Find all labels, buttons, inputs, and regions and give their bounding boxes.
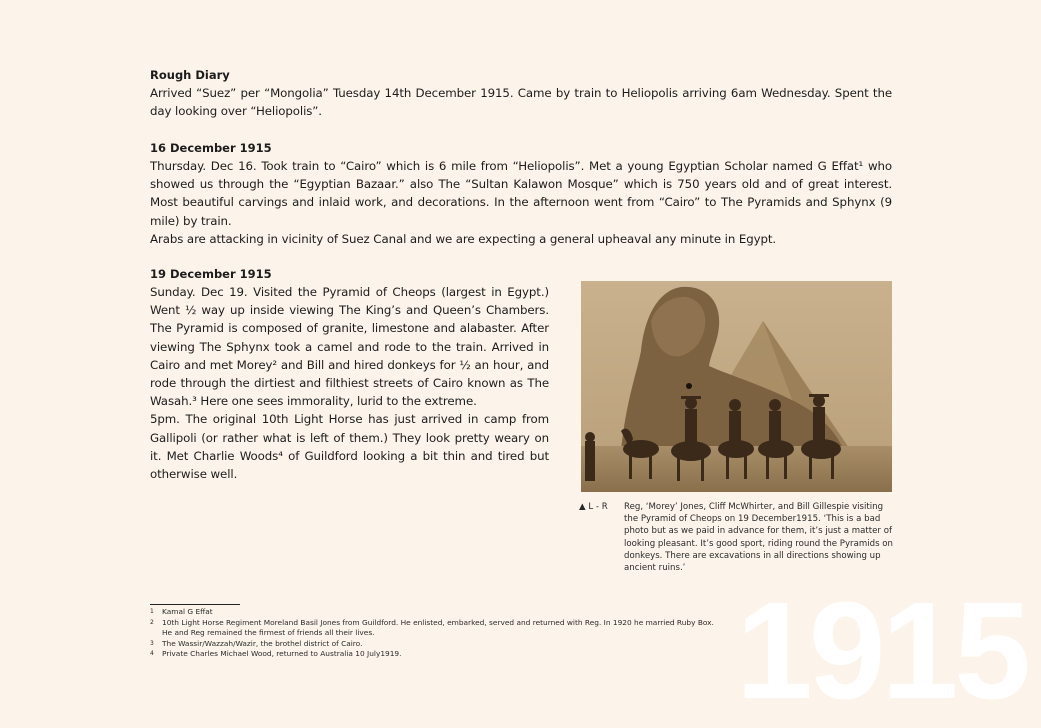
sphinx-pyramid-photo: [581, 281, 892, 492]
footnote-number: 2: [150, 618, 154, 626]
footnote-1: [150, 607, 770, 618]
diary-paragraph: Sunday. Dec 19. Visited the Pyramid of Cheops (largest in Egypt.) Went ½ way up inside viewing The King’s and Queen’s Chambers. The Pyramid is composed of granite, limestone and alabaster. After viewing The Sphynx took a camel and rode to the train. Arrived in Cairo and met Morey² and Bill and hired donkeys for ½ an hour, and rode through the dirtiest and filthiest streets of Cairo known as The Wasah.³ Here one sees immorality, lurid to the extreme.: [150, 285, 549, 409]
footnote-2: [150, 618, 770, 629]
footnote-text: The Wassir/Wazzah/Wazir, the brothel district of Cairo.: [162, 638, 363, 648]
section-19-december: [150, 266, 549, 483]
section-heading: Rough Diary: [150, 68, 230, 82]
footnote-divider: [150, 604, 240, 605]
footnote-text: Kamal G Effat: [162, 607, 213, 616]
diary-paragraph: Arrived “Suez” per “Mongolia” Tuesday 14th December 1915. Came by train to Heliopolis arriving 6am Wednesday. Spent the day looking over “Heliopolis”.: [150, 86, 892, 119]
footnote-number: 4: [150, 650, 154, 658]
footnote-text: 10th Light Horse Regiment Moreland Basil Jones from Guildford. He enlisted, embarked, served and returned with Reg. In 1920 he married Ruby Box.: [162, 617, 714, 627]
year-watermark: 1915: [736, 574, 1027, 728]
section-heading: 16 December 1915: [150, 141, 272, 155]
caption-text: Reg, ‘Morey’ Jones, Cliff McWhirter, and Bill Gillespie visiting the Pyramid of Cheops on 19 December1915. ‘This is a bad photo but as we paid in advance for them, it’s just a matter of looking pleasant. It’s good sport, riding round the Pyramids on donkeys. There are excavations in all directions showing up ancient ruins.’: [624, 502, 893, 574]
footnote-3: [150, 639, 770, 650]
section-rough-diary: [150, 67, 892, 120]
photo-caption: [579, 501, 899, 574]
footnote-number: 1: [150, 608, 154, 615]
footnote-4: [150, 649, 770, 660]
caption-prefix: ▲ L - R: [579, 502, 608, 512]
footnote-2-continued: He and Reg remained the firmest of friends all their lives.: [162, 628, 375, 638]
section-16-december: [150, 140, 892, 248]
diary-paragraph: Thursday. Dec 16. Took train to “Cairo” which is 6 mile from “Heliopolis”. Met a young Egyptian Scholar named G Effat¹ who showed us through the “Egyptian Bazaar.” also The “Sultan Kalawon Mosque” which is 750 years old and of great interest. Most beautiful carvings and inlaid work, and decorations. In the afternoon went from “Cairo” to The Pyramids and Sphynx (9 mile) by train.: [150, 159, 892, 228]
footnotes: [150, 607, 770, 660]
diary-paragraph: 5pm. The original 10th Light Horse has just arrived in camp from Gallipoli (or rather what is left of them.) They look pretty weary on it. Met Charlie Woods⁴ of Guildford looking a bit thin and tired but otherwise well.: [150, 412, 549, 482]
diary-paragraph: Arabs are attacking in vicinity of Suez Canal and we are expecting a general upheaval any minute in Egypt.: [150, 231, 777, 246]
section-heading: 19 December 1915: [150, 267, 272, 281]
footnote-number: 3: [150, 639, 154, 647]
footnote-text: Private Charles Michael Wood, returned to Australia 10 July1919.: [162, 649, 402, 659]
